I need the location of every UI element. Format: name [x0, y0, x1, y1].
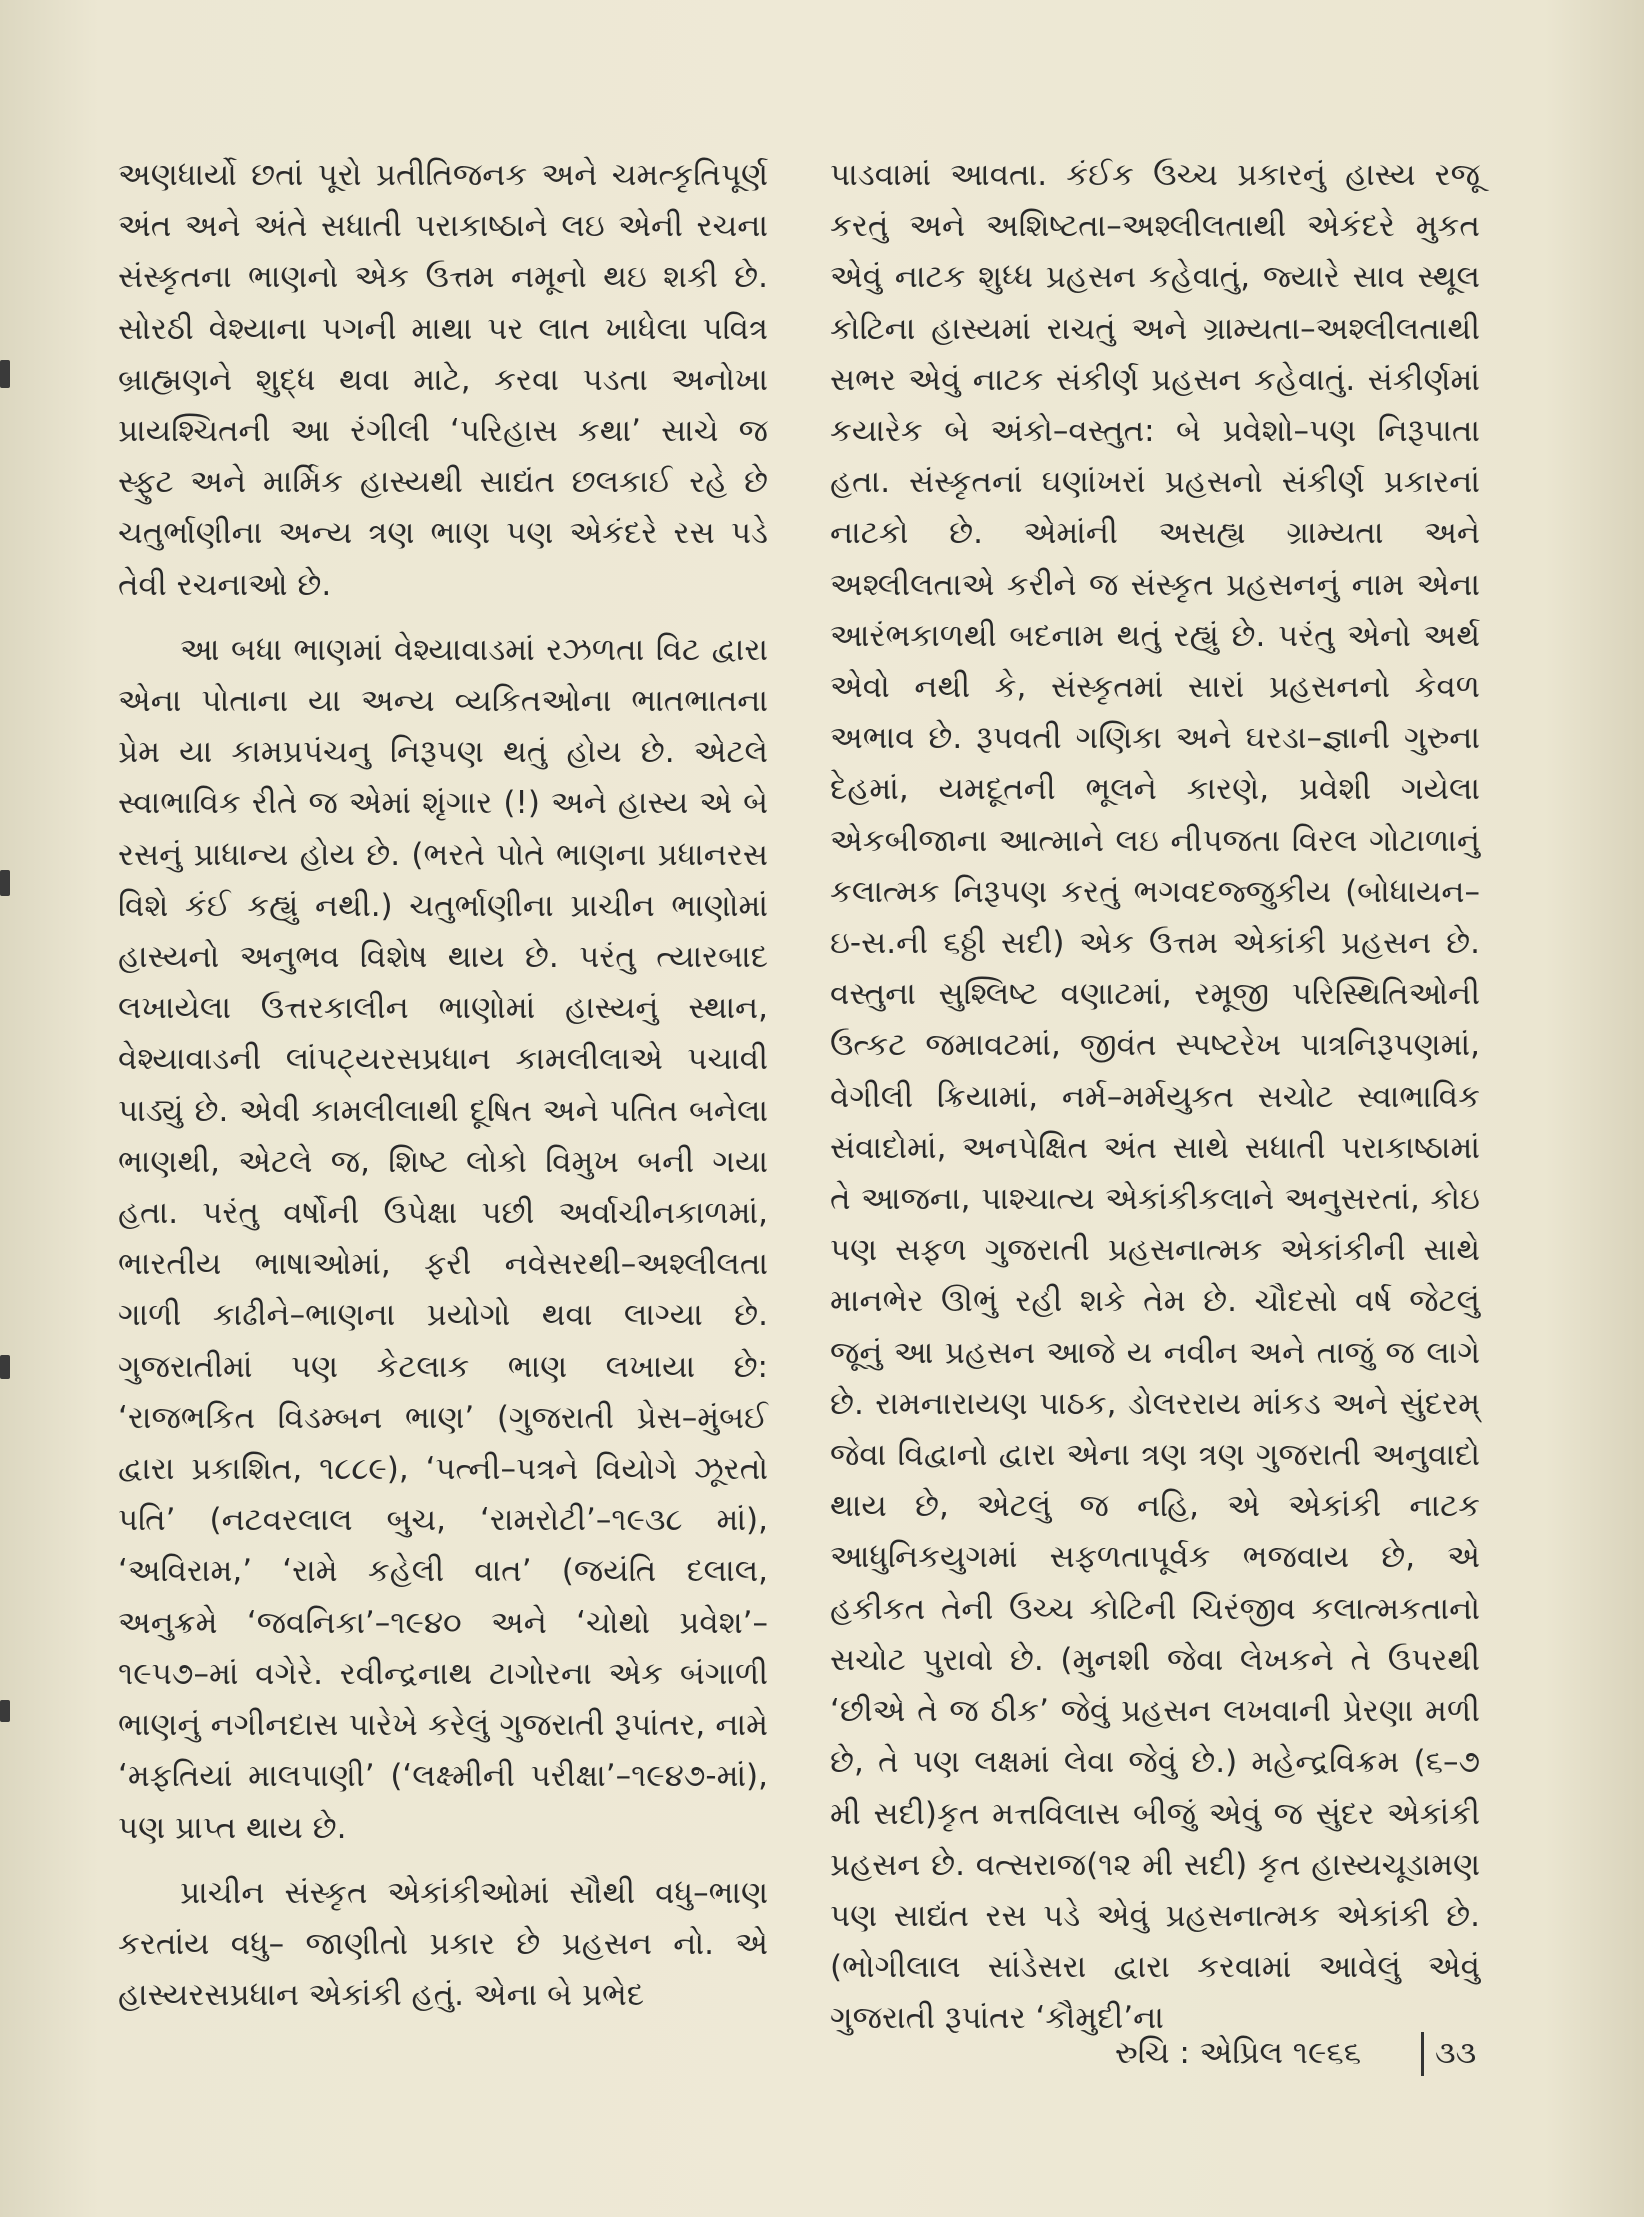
- paragraph: અણધાર્યો છતાં પૂરો પ્રતીતિજનક અને ચમત્કૃતિપૂર્ણ અંત અને અંતે સધાતી પરાકાષ્ઠાને લઇ એની રચના સંસ્કૃતના ભાણનો એક ઉત્તમ નમૂનો થઇ શકી છે. સોરઠી વેશ્યાના પગની માથા પર લાત ખાધેલા પવિત્ર બ્રાહ્મણને શુદ્ધ થવા માટે, કરવા પડતા અનોખા પ્રાયશ્ચિતની આ રંગીલી ‘પરિહાસ કથા’ સાચે જ સ્ફુટ અને માર્મિક હાસ્યથી સાદ્યંત છલકાઈ રહે છે ચતુર્ભાણીના અન્ય ત્રણ ભાણ પણ એકંદરે રસ પડે તેવી રચનાઓ છે.: [118, 157, 768, 603]
- page-footer: [1115, 2028, 1515, 2078]
- paragraph: આ બધા ભાણમાં વેશ્યાવાડમાં રઝળતા વિટ દ્વારા એના પોતાના યા અન્ય વ્યકિતઓના ભાતભાતના પ્રેમ યા કામપ્રપંચનુ નિરૂપણ થતું હોય છે. એટલે સ્વાભાવિક રીતે જ એમાં શૃંગાર (!) અને હાસ્ય એ બે રસનું પ્રાધાન્ય હોય છે. (ભરતે પોતે ભાણના પ્રધાનરસ વિશે કંઈ કહ્યું નથી.) ચતુર્ભાણીના પ્રાચીન ભાણોમાં હાસ્યનો અનુભવ વિશેષ થાય છે. પરંતુ ત્યારબાદ લખાયેલા ઉત્તરકાલીન ભાણોમાં હાસ્યનું સ્થાન, વેશ્યાવાડની લાંપટ્યરસપ્રધાન કામલીલાએ પચાવી પાડ્યું છે. એવી કામલીલાથી દૂષિત અને પતિત બનેલા ભાણથી, એટલે જ, શિષ્ટ લોકો વિમુખ બની ગયા હતા. પરંતુ વર્ષોની ઉપેક્ષા પછી અર્વાચીનકાળમાં, ભારતીય ભાષાઓમાં, ફરી નવેસરથી–અશ્લીલતા ગાળી કાઢીને–ભાણના પ્રયોગો થવા લાગ્યા છે. ગુજરાતીમાં પણ કેટલાક ભાણ લખાયા છે: ‘રાજભકિત વિડમ્બન ભાણ’ (ગુજરાતી પ્રેસ–મુંબઈ દ્વારા પ્રકાશિત, ૧૮૮૯), ‘પત્ની–પત્રને વિયોગે ઝૂરતો પતિ’ (નટવરલાલ બુચ, ‘રામરોટી’–૧૯૩૮ માં), ‘અવિરામ,’ ‘રામે કહેલી વાત’ (જયંતિ દલાલ, અનુક્રમે ‘જવનિકા’–૧૯૪૦ અને ‘ચોથો પ્રવેશ’–૧૯૫૭–માં વગેરે. રવીન્દ્રનાથ ટાગોરના એક બંગાળી ભાણનું નગીનદાસ પારેખે કરેલું ગુજરાતી રૂપાંતર, નામે ‘મફતિયાં માલપાણી’ (‘લક્ષ્મીની પરીક્ષા’–૧૯૪૭-માં), પણ પ્રાપ્ત થાય છે.: [118, 631, 768, 1846]
- footer-divider: [1421, 2032, 1424, 2076]
- edge-mark: [0, 870, 10, 896]
- edge-mark: [0, 1700, 10, 1722]
- right-column: [830, 150, 1480, 2045]
- page-number: ૩૩: [1435, 2035, 1477, 2071]
- left-column: [118, 150, 768, 2021]
- edge-mark: [0, 360, 10, 388]
- edge-mark: [0, 1355, 10, 1379]
- paragraph: પ્રાચીન સંસ્કૃત એકાંકીઓમાં સૌથી વધુ–ભાણ કરતાંય વધુ– જાણીતો પ્રકાર છે પ્રહસન નો. એ હાસ્યરસપ્રધાન એકાંકી હતું. એના બે પ્રભેદ: [118, 1874, 768, 2014]
- footer-label: રુચિ : એપ્રિલ ૧૯૬૬: [1115, 2035, 1362, 2071]
- paragraph: પાડવામાં આવતા. કંઈક ઉચ્ચ પ્રકારનું હાસ્ય રજૂ કરતું અને અશિષ્ટતા–અશ્લીલતાથી એકંદરે મુકત એવું નાટક શુધ્ધ પ્રહસન કહેવાતું, જ્યારે સાવ સ્થૂલ કોટિના હાસ્યમાં રાચતું અને ગ્રામ્યતા–અશ્લીલતાથી સભર એવું નાટક સંકીર્ણ પ્રહસન કહેવાતું. સંકીર્ણમાં કયારેક બે અંકો–વસ્તુત: બે પ્રવેશો–પણ નિરૂપાતા હતા. સંસ્કૃતનાં ઘણાંખરાં પ્રહસનો સંકીર્ણ પ્રકારનાં નાટકો છે. એમાંની અસહ્ય ગ્રામ્યતા અને અશ્લીલતાએ કરીને જ સંસ્કૃત પ્રહસનનું નામ એના આરંભકાળથી બદનામ થતું રહ્યું છે. પરંતુ એનો અર્થ એવો નથી કે, સંસ્કૃતમાં સારાં પ્રહસનનો કેવળ અભાવ છે. રૂપવતી ગણિકા અને ઘરડા–જ્ઞાની ગુરુના દેહમાં, યમદૂતની ભૂલને કારણે, પ્રવેશી ગયેલા એકબીજાના આત્માને લઇ નીપજતા વિરલ ગોટાળાનું કલાત્મક નિરૂપણ કરતું ભગવદજ્જુકીય (બોધાયન–ઇ-સ.ની ૬ઠ્ઠી સદી) એક ઉત્તમ એકાંકી પ્રહસન છે. વસ્તુના સુશ્લિષ્ટ વણાટમાં, રમૂજી પરિસ્થિતિઓની ઉત્કટ જમાવટમાં, જીવંત સ્પષ્ટરેખ પાત્રનિરૂપણમાં, વેગીલી ક્રિયામાં, નર્મ–મર્મયુકત સચોટ સ્વાભાવિક સંવાદોમાં, અનપેક્ષિત અંત સાથે સધાતી પરાકાષ્ઠામાં તે આજના, પાશ્ચાત્ય એકાંકીકલાને અનુસરતાં, કોઇ પણ સફળ ગુજરાતી પ્રહસનાત્મક એકાંકીની સાથે માનભેર ઊભું રહી શકે તેમ છે. ચૌદસો વર્ષ જેટલું જૂનું આ પ્રહસન આજે ય નવીન અને તાજું જ લાગે છે. રામનારાયણ પાઠક, ડોલરરાય માંકડ અને સુંદરમ્ જેવા વિદ્વાનો દ્વારા એના ત્રણ ત્રણ ગુજરાતી અનુવાદો થાય છે, એટલું જ નહિ, એ એકાંકી નાટક આધુનિકયુગમાં સફળતાપૂર્વક ભજવાય છે, એ હકીકત તેની ઉચ્ચ કોટિની ચિરંજીવ કલાત્મકતાનો સચોટ પુરાવો છે. (મુનશી જેવા લેખકને તે ઉપરથી ‘છીએ તે જ ઠીક’ જેવું પ્રહસન લખવાની પ્રેરણા મળી છે, તે પણ લક્ષમાં લેવા જેવું છે.) મહેન્દ્રવિક્રમ (૬–૭ મી સદી)કૃત મત્તવિલાસ બીજું એવું જ સુંદર એકાંકી પ્રહસન છે. વત્સરાજ(૧૨ મી સદી) કૃત હાસ્યચૂડામણ પણ સાદ્યંત રસ પડે એવું પ્રહસનાત્મક એકાંકી છે. (ભોગીલાલ સાંડેસરા દ્વારા કરવામાં આવેલું એવું ગુજરાતી રૂપાંતર ‘કૌમુદી’ના: [830, 157, 1480, 2037]
